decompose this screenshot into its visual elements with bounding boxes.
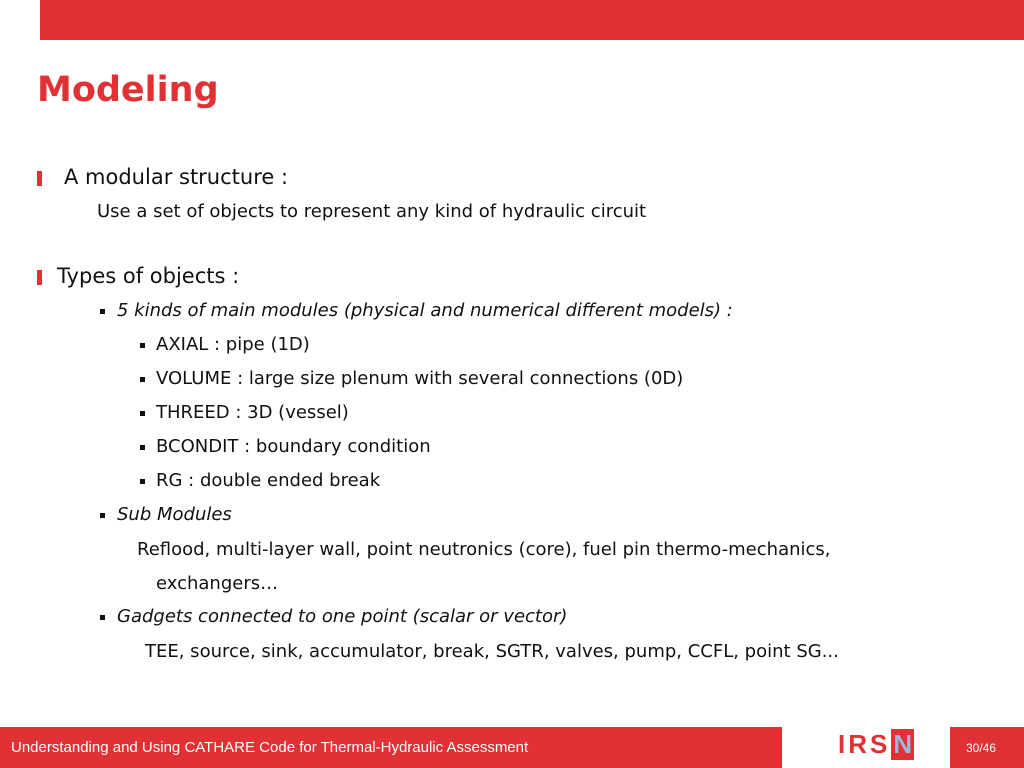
- bullet-marker: [37, 270, 42, 285]
- square-bullet-icon: [140, 479, 145, 484]
- module-item: BCONDIT : boundary condition: [156, 436, 431, 457]
- module-item: THREED : 3D (vessel): [156, 402, 349, 423]
- modular-structure-desc: Use a set of objects to represent any kind of hydraulic circuit: [97, 201, 647, 222]
- irsn-logo: [838, 730, 914, 758]
- module-item: RG : double ended break: [156, 470, 381, 491]
- square-bullet-icon: [100, 615, 105, 620]
- bullet-types-of-objects: Types of objects :: [57, 264, 240, 288]
- header-bar: [40, 0, 1024, 40]
- square-bullet-icon: [140, 445, 145, 450]
- logo-text: IRS: [838, 728, 891, 759]
- bullet-modular-structure: A modular structure :: [64, 165, 289, 189]
- footer-title: Understanding and Using CATHARE Code for Thermal-Hydraulic Assessment: [11, 739, 529, 756]
- logo-letter-n: N: [893, 728, 913, 759]
- square-bullet-icon: [140, 411, 145, 416]
- bullet-marker: [37, 171, 42, 186]
- page-number: 30/46: [966, 741, 997, 755]
- square-bullet-icon: [140, 377, 145, 382]
- main-modules-heading: 5 kinds of main modules (physical and numerical different models) :: [117, 300, 733, 321]
- square-bullet-icon: [100, 309, 105, 314]
- square-bullet-icon: [100, 513, 105, 518]
- sub-modules-desc-cont: exchangers…: [156, 573, 279, 594]
- sub-modules-heading: Sub Modules: [117, 504, 232, 525]
- gadgets-heading: Gadgets connected to one point (scalar or vector): [117, 606, 568, 627]
- module-item: VOLUME : large size plenum with several connections (0D): [156, 368, 684, 389]
- module-item: AXIAL : pipe (1D): [156, 334, 310, 355]
- gadgets-desc: TEE, source, sink, accumulator, break, SGTR, valves, pump, CCFL, point SG...: [145, 641, 839, 662]
- slide-title: Modeling: [37, 70, 219, 110]
- square-bullet-icon: [140, 343, 145, 348]
- sub-modules-desc: Reflood, multi-layer wall, point neutronics (core), fuel pin thermo-mechanics,: [137, 539, 831, 560]
